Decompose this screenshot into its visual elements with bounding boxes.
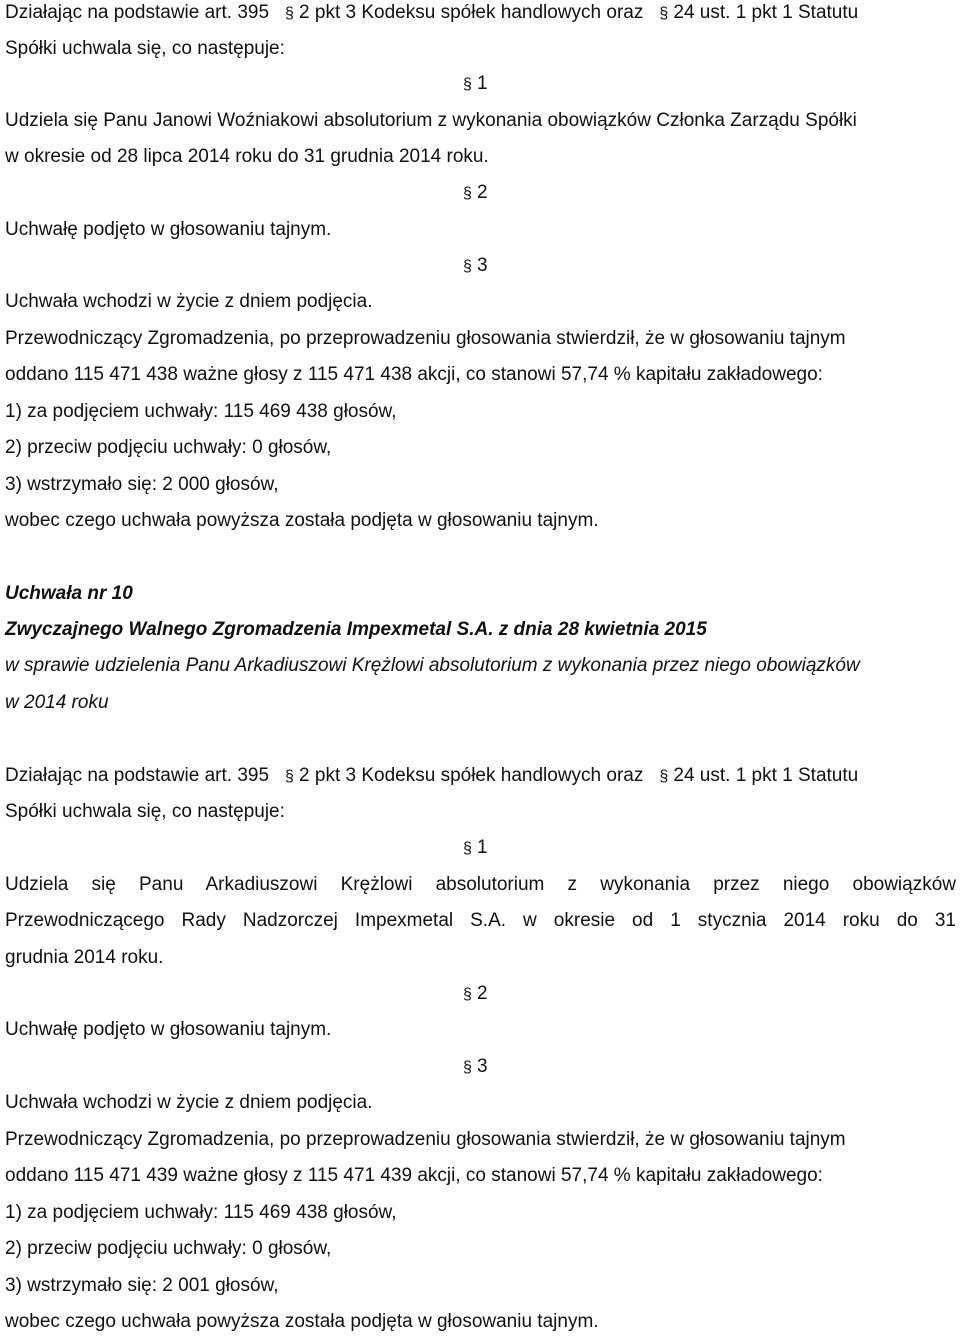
section-sign-icon: § [285, 5, 294, 22]
paragraph-number: 2 [477, 983, 488, 1004]
votes-for: 1) za podjęciem uchwały: 115 469 438 głosów, [5, 401, 397, 422]
paragraph-number: 2 [477, 182, 488, 203]
legal-basis-line [5, 2, 956, 25]
section-sign-icon: § [463, 1059, 472, 1076]
vote-summary-line-1: Przewodniczący Zgromadzenia, po przeprowadzeniu głosowania stwierdził, że w głosowaniu tajnym [5, 328, 846, 349]
legal-basis-text: Działając na podstawie art. 395 [5, 765, 270, 786]
votes-abstain: 3) wstrzymało się: 2 000 głosów, [5, 474, 279, 495]
legal-basis-continuation: Spółki uchwala się, co następuje: [5, 38, 285, 59]
paragraph-heading-2 [463, 983, 488, 1006]
paragraph-heading-1 [463, 73, 488, 96]
vote-summary-line-2: oddano 115 471 439 ważne głosy z 115 471 439 akcji, co stanowi 57,74 % kapitału zakładowego: [5, 1165, 823, 1186]
legal-basis-line [5, 765, 956, 788]
paragraph-1-line-3: grudnia 2014 roku. [5, 947, 164, 968]
resolution-title: Uchwała nr 10 [5, 583, 133, 604]
paragraph-heading-3 [463, 1056, 488, 1079]
legal-basis-continuation: Spółki uchwala się, co następuje: [5, 801, 285, 822]
vote-summary-line-1: Przewodniczący Zgromadzenia, po przeprowadzeniu głosowania stwierdził, że w głosowaniu tajnym [5, 1129, 846, 1150]
section-sign-icon: § [463, 258, 472, 275]
paragraph-number: 3 [477, 255, 488, 276]
section-sign-icon: § [463, 76, 472, 93]
resolution-subject-line-2: w 2014 roku [5, 692, 109, 713]
resolution-assembly: Zwyczajnego Walnego Zgromadzenia Impexmetal S.A. z dnia 28 kwietnia 2015 [5, 619, 707, 640]
paragraph-2-text: Uchwałę podjęto w głosowaniu tajnym. [5, 219, 332, 240]
votes-for: 1) za podjęciem uchwały: 115 469 438 głosów, [5, 1202, 397, 1223]
paragraph-number: 3 [477, 1056, 488, 1077]
vote-summary-line-2: oddano 115 471 438 ważne głosy z 115 471 438 akcji, co stanowi 57,74 % kapitału zakładowego: [5, 364, 823, 385]
vote-conclusion: wobec czego uchwała powyższa została podjęta w głosowaniu tajnym. [5, 1311, 599, 1332]
paragraph-1-line-2: w okresie od 28 lipca 2014 roku do 31 grudnia 2014 roku. [5, 146, 489, 167]
paragraph-1-line-1: Udziela się Panu Janowi Woźniakowi absolutorium z wykonania obowiązków Członka Zarządu Spółki [5, 110, 857, 131]
votes-abstain: 3) wstrzymało się: 2 001 głosów, [5, 1275, 279, 1296]
paragraph-heading-3 [463, 255, 488, 278]
paragraph-3-text: Uchwała wchodzi w życie z dniem podjęcia. [5, 291, 373, 312]
paragraph-heading-1 [463, 837, 488, 860]
legal-basis-text: 2 pkt 3 Kodeksu spółek handlowych oraz [299, 2, 644, 23]
paragraph-1-line-2: Przewodniczącego Rady Nadzorczej Impexmetal S.A. w okresie od 1 stycznia 2014 roku do 31 [5, 910, 956, 931]
section-sign-icon: § [463, 986, 472, 1003]
paragraph-1-line-1: Udziela się Panu Arkadiuszowi Krężlowi absolutorium z wykonania przez niego obowiązków [5, 874, 956, 895]
section-sign-icon: § [659, 5, 669, 22]
section-sign-icon: § [285, 768, 294, 785]
legal-basis-text: 24 ust. 1 pkt 1 Statutu [673, 2, 859, 23]
legal-basis-text: Działając na podstawie art. 395 [5, 2, 270, 23]
paragraph-number: 1 [477, 837, 488, 858]
paragraph-3-text: Uchwała wchodzi w życie z dniem podjęcia. [5, 1092, 373, 1113]
paragraph-heading-2 [463, 182, 488, 205]
section-sign-icon: § [659, 768, 669, 785]
votes-against: 2) przeciw podjęciu uchwały: 0 głosów, [5, 437, 332, 458]
votes-against: 2) przeciw podjęciu uchwały: 0 głosów, [5, 1238, 332, 1259]
legal-basis-text: 24 ust. 1 pkt 1 Statutu [673, 765, 859, 786]
paragraph-2-text: Uchwałę podjęto w głosowaniu tajnym. [5, 1019, 332, 1040]
legal-basis-text: 2 pkt 3 Kodeksu spółek handlowych oraz [299, 765, 644, 786]
section-sign-icon: § [463, 840, 472, 857]
section-sign-icon: § [463, 185, 472, 202]
paragraph-number: 1 [477, 73, 488, 94]
resolution-subject-line-1: w sprawie udzielenia Panu Arkadiuszowi Krężlowi absolutorium z wykonania przez niego obowiązków [5, 655, 860, 676]
vote-conclusion: wobec czego uchwała powyższa została podjęta w głosowaniu tajnym. [5, 510, 599, 531]
